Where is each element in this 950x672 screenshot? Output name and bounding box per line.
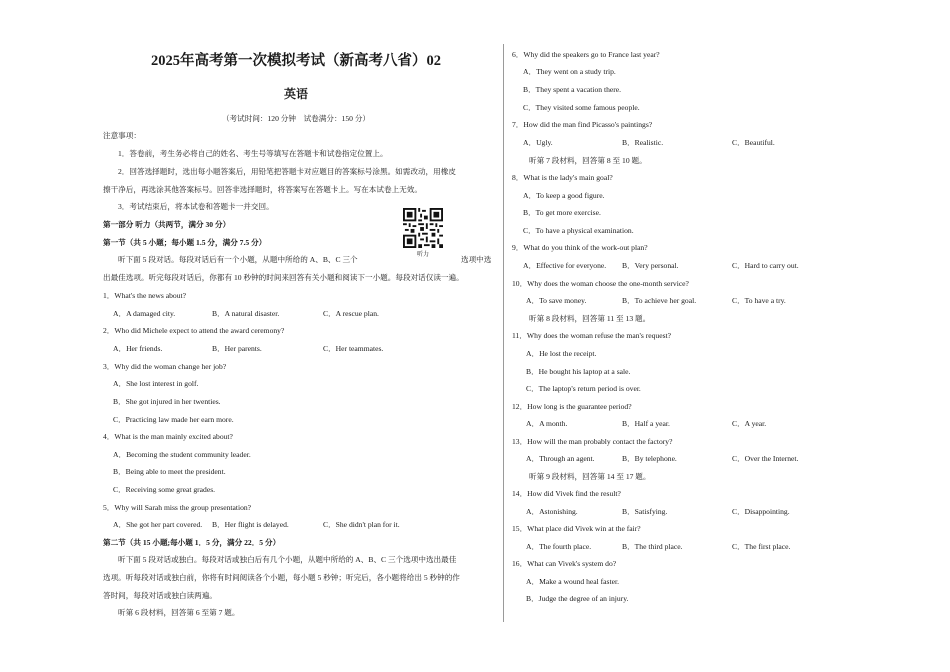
question: 3．Why did the woman change her job? <box>103 362 227 371</box>
option: C．Receiving some great grades. <box>113 485 216 494</box>
option: C．Practicing law made her earn more. <box>113 415 234 424</box>
question: 9．What do you think of the work-out plan? <box>512 243 648 252</box>
section2-heading: 第二节（共 15 小题;每小题 1．5 分，满分 22．5 分） <box>103 538 281 547</box>
option: B．Her flight is delayed. <box>212 520 289 529</box>
option: C．Hard to carry out. <box>732 261 799 270</box>
section1-intro: 选项中选 <box>461 255 492 264</box>
qr-caption: 听力 <box>416 252 429 258</box>
option: C．Over the Internet. <box>732 454 799 463</box>
option: C．They visited some famous people. <box>523 103 640 112</box>
option: A．Astonishing. <box>526 507 578 516</box>
notes-item: 3．考试结束后，将本试卷和答题卡一并交回。 <box>118 202 274 211</box>
option: C．A year. <box>732 419 767 428</box>
question: 2．Who did Michele expect to attend the award ceremony? <box>103 326 285 335</box>
notes-heading: 注意事项： <box>103 131 141 140</box>
section2-intro: 听下面 5 段对话或独白。每段对话或独白后有几个小题，从题中所给的 A、B、C 三个选项中选出最佳 <box>118 555 457 564</box>
option: B．A natural disaster. <box>212 309 280 318</box>
material-note: 听第 9 段材料，回答第 14 至 17 题。 <box>529 472 651 481</box>
question: 10．Why does the woman choose the one-month service? <box>512 279 689 288</box>
option: B．He bought his laptop at a sale. <box>526 367 631 376</box>
question: 4．What is the man mainly excited about? <box>103 432 233 441</box>
question: 7．How did the man find Picasso's paintings? <box>512 120 653 129</box>
notes-item: 1．答卷前，考生务必将自己的姓名、考生号等填写在答题卡和试卷指定位置上。 <box>118 149 388 158</box>
option: C．A rescue plan. <box>323 309 379 318</box>
option: B．Very personal. <box>622 261 679 270</box>
section2-intro: 答时间，每段对话或独白读两遍。 <box>103 591 217 600</box>
section1-intro: 听下面 5 段对话。每段对话后有一个小题，从题中所给的 A、B、C 三个 <box>118 255 358 264</box>
notes-item: 擦干净后，再选涂其他答案标号。回答非选择题时，将答案写在答题卡上。写在本试卷上无效。 <box>103 185 422 194</box>
option: A．Make a wound heal faster. <box>526 577 619 586</box>
exam-title: 2025年高考第一次模拟考试（新高考八省）02 <box>151 53 441 69</box>
option: A．A damaged city. <box>113 309 176 318</box>
question: 13．How will the man probably contact the factory? <box>512 437 673 446</box>
option: B．To get more exercise. <box>523 208 601 217</box>
option: B．Half a year. <box>622 419 670 428</box>
option: B．By telephone. <box>622 454 677 463</box>
option: A．To keep a good figure. <box>523 191 605 200</box>
exam-info: （考试时间：120 分钟 试卷满分：150 分） <box>221 114 371 123</box>
option: C．The laptop's return period is over. <box>526 384 641 393</box>
option: B．Realistic. <box>622 138 664 147</box>
option: C．Beautiful. <box>732 138 775 147</box>
option: B．Satisfying. <box>622 507 668 516</box>
option: A．Her friends. <box>113 344 163 353</box>
option: C．The first place. <box>732 542 791 551</box>
option: C．To have a try. <box>732 296 786 305</box>
question: 14．How did Vivek find the result? <box>512 489 621 498</box>
section1-heading: 第一节（共 5 小题；每小题 1.5 分，满分 7.5 分） <box>103 238 267 247</box>
material-note: 听第 6 段材料，回答第 6 至第 7 题。 <box>118 608 240 617</box>
option: A．To save money. <box>526 296 587 305</box>
question: 16．What can Vivek's system do? <box>512 559 617 568</box>
notes-item: 2．回答选择题时，选出每小题答案后，用铅笔把答题卡对应题目的答案标号涂黑。如需改动，用橡皮 <box>118 167 456 176</box>
material-note: 听第 8 段材料，回答第 11 至 13 题。 <box>529 314 651 323</box>
question: 1．What's the news about? <box>103 291 186 300</box>
subject-title: 英语 <box>283 87 308 101</box>
option: A．Through an agent. <box>526 454 595 463</box>
option: C．Disappointing. <box>732 507 790 516</box>
option: A．Becoming the student community leader. <box>113 450 251 459</box>
option: A．They went on a study trip. <box>523 67 616 76</box>
option: A．Effective for everyone. <box>523 261 607 270</box>
question: 6．Why did the speakers go to France last year? <box>512 50 660 59</box>
part1-heading: 第一部分 听力（共两节，满分 30 分） <box>103 220 231 229</box>
section2-intro: 选项。听每段对话或独白前，你将有时间阅读各个小题，每小题 5 秒钟；听完后，各小题将给出 5 秒钟的作 <box>103 573 460 582</box>
option: B．They spent a vacation there. <box>523 85 622 94</box>
option: A．He lost the receipt. <box>526 349 597 358</box>
question: 12．How long is the guarantee period? <box>512 402 632 411</box>
column-divider <box>503 44 504 622</box>
question: 15．What place did Vivek win at the fair? <box>512 524 641 533</box>
option: C．To have a physical examination. <box>523 226 634 235</box>
option: C．Her teammates. <box>323 344 384 353</box>
question: 8．What is the lady's main goal? <box>512 173 613 182</box>
option: B．The third place. <box>622 542 683 551</box>
option: A．Ugly. <box>523 138 553 147</box>
question: 5．Why will Sarah miss the group presentation? <box>103 503 252 512</box>
option: A．A month. <box>526 419 568 428</box>
material-note: 听第 7 段材料，回答第 8 至 10 题。 <box>529 156 647 165</box>
option: B．Judge the degree of an injury. <box>526 594 629 603</box>
option: B．Her parents. <box>212 344 262 353</box>
section1-intro: 出最佳选项。听完每段对话后，你都有 10 秒钟的时间来回答有关小题和阅读下一小题。每段对话仅读一遍。 <box>103 273 464 282</box>
option: B．To achieve her goal. <box>622 296 697 305</box>
option: A．She got her part covered. <box>113 520 203 529</box>
qr-code-icon <box>403 208 443 248</box>
option: A．She lost interest in golf. <box>113 379 199 388</box>
option: B．Being able to meet the president. <box>113 467 226 476</box>
option: A．The fourth place. <box>526 542 592 551</box>
question: 11．Why does the woman refuse the man's request? <box>512 331 672 340</box>
option: C．She didn't plan for it. <box>323 520 400 529</box>
option: B．She got injured in her twenties. <box>113 397 221 406</box>
